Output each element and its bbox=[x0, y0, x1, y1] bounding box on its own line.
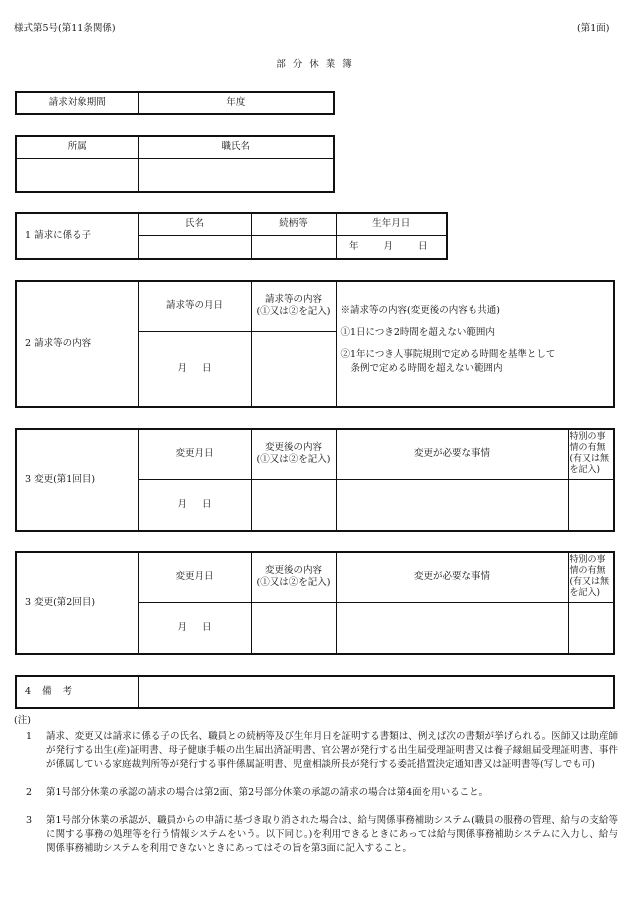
note-text: 第1号部分休業の承認が、職員からの申請に基づき取り消された場合は、給与関係事務補助システム(職員の服務の管理、給与の支給等に関する事務の処理等を行う情報システムをいう。以下同じ。)を利用できるときにあっては給与関係事務補助システムに入力し、給与関係事務補助システムを利用できないときにあってはその旨を第3面に記入すること。 bbox=[46, 815, 618, 854]
note-number: 2 bbox=[26, 787, 33, 798]
change2-reason-field[interactable] bbox=[336, 602, 568, 654]
change1-date-field[interactable]: 月 日 bbox=[138, 479, 251, 531]
request-table bbox=[15, 280, 615, 408]
change1-content-field[interactable] bbox=[251, 479, 336, 531]
request-content-header bbox=[251, 281, 336, 331]
remarks-field[interactable] bbox=[138, 676, 614, 708]
dept-label: 所属 bbox=[16, 136, 138, 158]
change1-special-line1: 特別の事 bbox=[569, 432, 606, 443]
child-birth-label: 生年月日 bbox=[336, 213, 447, 235]
request-option-1: ①1日につき2時間を超えない範囲内 bbox=[340, 327, 495, 338]
request-section-label: 2 請求等の内容 bbox=[16, 281, 138, 407]
change2-special-line2: 情の有無 bbox=[569, 566, 606, 577]
child-name-label: 氏名 bbox=[138, 213, 251, 235]
change2-content-label: 変更後の内容 bbox=[264, 565, 322, 577]
change2-reason-label: 変更が必要な事情 bbox=[336, 552, 568, 602]
change2-section-label: 3 変更(第2回目) bbox=[16, 552, 138, 654]
request-content-label: 請求等の内容 bbox=[264, 294, 322, 306]
child-table bbox=[15, 212, 448, 260]
note-text: 第1号部分休業の承認の請求の場合は第2面、第2号部分休業の承認の請求の場合は第4面を用いること。 bbox=[46, 787, 489, 798]
request-date-field[interactable]: 月 日 bbox=[138, 331, 251, 407]
child-name-field[interactable] bbox=[138, 235, 251, 259]
change1-special-line4: を記入) bbox=[569, 465, 601, 476]
change2-special-field[interactable] bbox=[568, 602, 614, 654]
change1-section-label: 3 変更(第1回目) bbox=[16, 429, 138, 531]
child-birth-field[interactable]: 年 月 日 bbox=[336, 235, 447, 259]
period-label: 請求対象期間 bbox=[16, 92, 138, 114]
change2-content-field[interactable] bbox=[251, 602, 336, 654]
change2-content-sublabel: (①又は②を記入) bbox=[256, 577, 331, 589]
change1-reason-field[interactable] bbox=[336, 479, 568, 531]
request-options-note bbox=[336, 281, 614, 407]
change2-date-field[interactable]: 月 日 bbox=[138, 602, 251, 654]
form-number: 様式第5号(第11条関係) bbox=[14, 23, 116, 34]
note-item-2 bbox=[20, 786, 618, 800]
request-date-label: 請求等の月日 bbox=[138, 281, 251, 331]
change1-special-header bbox=[568, 429, 614, 479]
change1-content-label: 変更後の内容 bbox=[264, 442, 322, 454]
change1-table bbox=[15, 428, 615, 532]
child-relation-label: 続柄等 bbox=[251, 213, 336, 235]
note-item-3 bbox=[20, 814, 618, 856]
change1-special-field[interactable] bbox=[568, 479, 614, 531]
child-section-label: 1 請求に係る子 bbox=[16, 213, 138, 259]
request-content-sublabel: (①又は②を記入) bbox=[256, 306, 331, 318]
change2-special-header bbox=[568, 552, 614, 602]
note-number: 3 bbox=[26, 815, 33, 826]
change2-special-line4: を記入) bbox=[569, 588, 601, 599]
change1-reason-label: 変更が必要な事情 bbox=[336, 429, 568, 479]
change1-special-line2: 情の有無 bbox=[569, 443, 606, 454]
note-item-1 bbox=[20, 730, 618, 772]
period-table bbox=[15, 91, 335, 115]
change2-content-header bbox=[251, 552, 336, 602]
change1-date-label: 変更月日 bbox=[138, 429, 251, 479]
change1-special-line3: (有又は無 bbox=[569, 454, 610, 465]
request-option-2a: ②1年につき人事院規則で定める時間を基準として bbox=[340, 349, 556, 360]
change2-special-line3: (有又は無 bbox=[569, 577, 610, 588]
notes-heading: (注) bbox=[14, 715, 31, 726]
affiliation-table bbox=[15, 135, 335, 193]
change2-date-label: 変更月日 bbox=[138, 552, 251, 602]
change1-content-header bbox=[251, 429, 336, 479]
page-title: 部 分 休 業 簿 bbox=[276, 59, 354, 70]
note-number: 1 bbox=[26, 731, 33, 742]
request-note-head: ※請求等の内容(変更後の内容も共通) bbox=[340, 305, 500, 316]
job-name-label: 職氏名 bbox=[138, 136, 334, 158]
remarks-label: 4 備 考 bbox=[16, 676, 138, 708]
page-number: (第1面) bbox=[577, 23, 610, 34]
request-content-field[interactable] bbox=[251, 331, 336, 407]
job-name-field[interactable] bbox=[138, 158, 334, 192]
change1-content-sublabel: (①又は②を記入) bbox=[256, 454, 331, 466]
change2-table bbox=[15, 551, 615, 655]
dept-field[interactable] bbox=[16, 158, 138, 192]
remarks-table bbox=[15, 675, 615, 709]
request-option-2b: 条例で定める時間を超えない範囲内 bbox=[350, 363, 503, 374]
period-year-field[interactable]: 年度 bbox=[138, 92, 334, 114]
child-relation-field[interactable] bbox=[251, 235, 336, 259]
change2-special-line1: 特別の事 bbox=[569, 555, 606, 566]
note-text: 請求、変更又は請求に係る子の氏名、職員との続柄等及び生年月日を証明する書類は、例えば次の書類が挙げられる。医師又は助産師が発行する出生(産)証明書、母子健康手帳の出生届出済証明書、官公署が発行する出生届受理証明書又は養子縁組届受理証明書、事件が係属している家庭裁判所等が発行する事件係属証明書、児童相談所長が発行する委託措置決定通知書又は証明書等(写しでも可) bbox=[46, 731, 618, 770]
notes-list bbox=[20, 730, 618, 866]
